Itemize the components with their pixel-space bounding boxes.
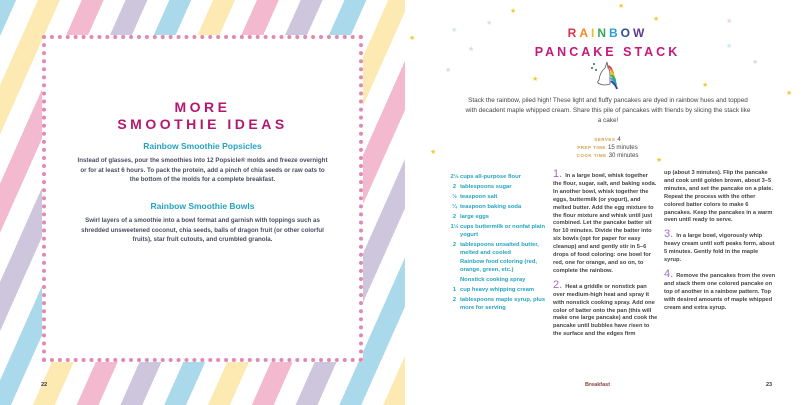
ingredient-item: 2 tablespoons maple syrup, plus more for serving [452,297,546,312]
instructions-column-1 [553,170,658,344]
step-2-continued: up (about 3 minutes). Flip the pancake and cook until golden brown, about 3–5 minutes, and set the pancake on a plate. Repeat the process with the other colored batter colors to make 6 pancakes. Keep the pancakes in a warm oven until ready to serve. [664,170,774,224]
running-footer: Breakfast [585,382,611,388]
star-icon: ★ [656,157,663,164]
ingredient-item: 2½ cups all-purpose flour [450,174,521,180]
cook-time-row: COOK TIME 30 minutes [576,152,639,159]
ingredient-item: 2 large eggs [452,213,489,220]
page-number-left: 22 [41,382,48,388]
ingredient-item: Rainbow food coloring (red, orange, green, etc.) [460,259,537,274]
box-title-line2: SMOOTHIE IDEAS [117,116,288,132]
prep-time-row: PREP TIME 15 minutes [577,144,638,151]
star-icon: ★ [702,82,709,89]
star-icon: ★ [451,27,458,34]
right-page [405,0,810,405]
star-icon: ★ [468,46,475,53]
title-letter: N [597,26,609,40]
star-icon: ★ [445,67,452,74]
popsicles-body: Instead of glasses, pour the smoothies into 12 Popsicle® molds and freeze overnight or for at least 6 hours. To pack the protein, add a pinch of chia seeds or raw oats to the bottom of the molds for a complete breakfast. [77,157,328,184]
ingredient-item: 2 tablespoons unsalted butter, melted and cooled [452,241,539,256]
title-letter: A [579,26,591,40]
box-title [46,99,359,133]
ingredient-item: ¼ teaspoon baking soda [452,203,522,210]
bowls-body: Swirl layers of a smoothie into a bowl format and garnish with toppings such as shredded unsweetened coconut, chia seeds, balls of dragon fruit (or other colorful fruits), star fruit cutouts, and crumbled granola. [81,217,324,244]
title-letter: O [620,26,634,40]
star-icon: ★ [752,59,759,66]
star-icon: ★ [653,16,660,23]
title-letter: W [633,26,648,40]
star-icon: ★ [409,35,416,42]
recipe-intro: Stack the rainbow, piled high! These light and fluffy pancakes are dyed in rainbow hues and topped with decadent maple whipped cream. Share this pile of pancakes with friends by slicing the stack like a cake! [465,97,751,124]
star-icon: ★ [726,43,733,50]
page-number-right: 23 [766,382,773,388]
ingredient-item: Nonstick cooking spray [460,277,526,284]
unicorn-icon [590,60,624,92]
ingredient-item: 2 tablespoons sugar [452,183,512,190]
star-icon: ★ [510,8,517,15]
ingredient-item: 1 cup heavy whipping cream [452,287,535,294]
box-title-line1: MORE [174,99,231,115]
serves-row: SERVES 4 [594,136,621,143]
popsicles-heading: Rainbow Smoothie Popsicles [143,141,262,151]
smoothie-ideas-box [42,35,363,362]
title-letter: I [590,26,598,40]
recipe-title-rainbow [405,26,810,40]
ingredient-item: 1½ cups buttermilk or nonfat plain yogurt [450,223,546,238]
star-icon: ★ [430,149,437,156]
star-icon: ★ [726,18,733,25]
step-2: 2. Heat a griddle or nonstick pan over medium-high heat and spray it with nonstick cooking spray. Add one color of batter onto the pan (this will make one large pancake) and cook the pancake until bubbles have risen to the surface and the edges firm [553,278,658,338]
bowls-heading: Rainbow Smoothie Bowls [150,201,255,211]
star-icon: ★ [486,20,493,27]
step-1: 1. In a large bowl, whisk together the flour, sugar, salt, and baking soda. In another bowl, whisk together the eggs, buttermilk (or yogurt), and melted butter. Add the egg mixture to the flour mixture and whisk until just combined. Let the pancake batter sit for 10 minutes. Divide the batter into six bowls (opt for paper for easy cleanup) and and gently stir in 5–6 drops of food coloring: one bowl for red, one for orange, and so on, to complete the rainbow. [553,168,657,274]
star-icon: ★ [532,76,539,83]
star-icon: ★ [618,3,625,10]
step-4: 4. Remove the pancakes from the oven and stack them one colored pancake on top of another in a rainbow pattern. Top with desired amounts of maple whipped cream and extra syrup. [664,267,776,311]
instructions-column-2 [664,170,776,318]
ingredient-item: ½ teaspoon salt [452,193,498,200]
title-letter: R [567,26,580,40]
title-letter: B [609,26,621,40]
star-icon: ★ [786,90,793,97]
step-3: 3. In a large bowl, vigorously whip heavy cream until soft peaks form, about 5 minutes. Gently fold in the maple syrup. [664,228,775,264]
recipe-title-main: PANCAKE STACK [534,45,681,59]
ingredient-list [449,174,549,315]
